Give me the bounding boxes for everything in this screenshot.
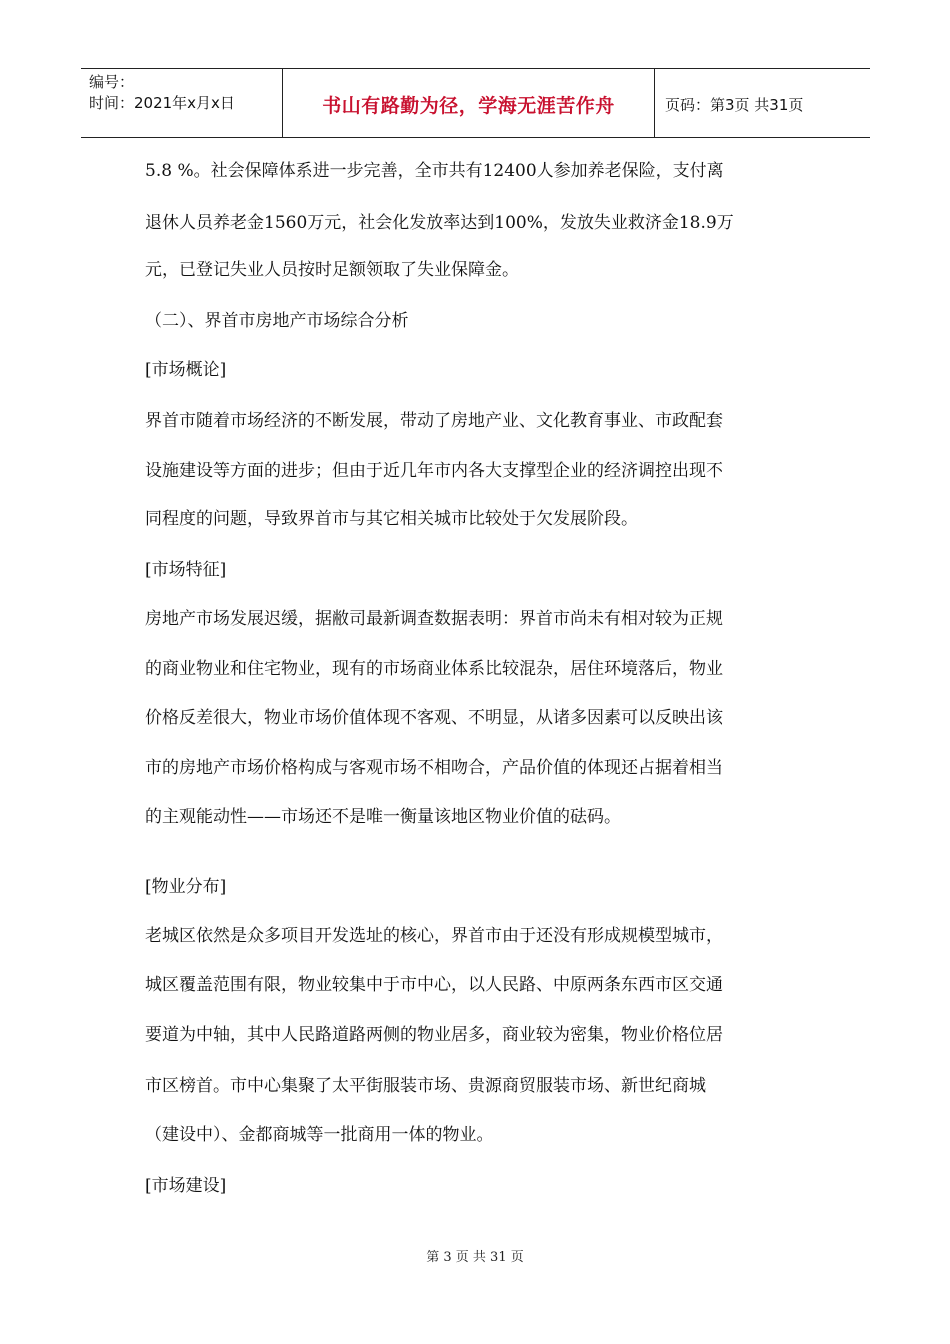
section-heading: （二）、界首市房地产市场综合分析 xyxy=(145,311,409,331)
document-time-label: 时间：2021年x月x日 xyxy=(89,94,235,112)
subsection-heading: [市场概论] xyxy=(145,360,227,380)
header-motto-cell xyxy=(283,69,655,137)
paragraph-line: 5.8 %。社会保障体系进一步完善，全市共有12400人参加养老保险，支付离 xyxy=(145,161,724,181)
paragraph-line: 市区榜首。市中心集聚了太平街服装市场、贵源商贸服装市场、新世纪商城 xyxy=(145,1076,706,1096)
subsection-heading: [市场特征] xyxy=(145,560,227,580)
subsection-heading: [物业分布] xyxy=(145,877,227,897)
paragraph-line: 的商业物业和住宅物业，现有的市场商业体系比较混杂，居住环境落后，物业 xyxy=(145,659,723,679)
page-footer: 第 3 页 共 31 页 xyxy=(426,1250,524,1265)
paragraph-line: 市的房地产市场价格构成与客观市场不相吻合，产品价值的体现还占据着相当 xyxy=(145,758,723,778)
header-page-label: 页码：第3页 共31页 xyxy=(665,96,804,114)
paragraph-line: 退休人员养老金1560万元，社会化发放率达到100%，发放失业救济金18.9万 xyxy=(145,213,734,233)
header-info-cell xyxy=(81,69,283,137)
paragraph-line: 的主观能动性——市场还不是唯一衡量该地区物业价值的砝码。 xyxy=(145,807,621,827)
header-motto: 书山有路勤为径，学海无涯苦作舟 xyxy=(322,95,615,117)
subsection-heading: [市场建设] xyxy=(145,1176,227,1196)
paragraph-line: （建设中）、金都商城等一批商用一体的物业。 xyxy=(145,1125,494,1145)
paragraph-line: 界首市随着市场经济的不断发展，带动了房地产业、文化教育事业、市政配套 xyxy=(145,411,723,431)
paragraph-line: 同程度的问题，导致界首市与其它相关城市比较处于欠发展阶段。 xyxy=(145,509,638,529)
paragraph-line: 老城区依然是众多项目开发选址的核心，界首市由于还没有形成规模型城市， xyxy=(145,926,723,946)
paragraph-line: 元，已登记失业人员按时足额领取了失业保障金。 xyxy=(145,260,519,280)
document-number-label: 编号： xyxy=(89,73,135,91)
paragraph-line: 房地产市场发展迟缓，据敝司最新调查数据表明：界首市尚未有相对较为正规 xyxy=(145,609,723,629)
paragraph-line: 价格反差很大，物业市场价值体现不客观、不明显，从诸多因素可以反映出该 xyxy=(145,708,723,728)
paragraph-line: 设施建设等方面的进步；但由于近几年市内各大支撑型企业的经济调控出现不 xyxy=(145,461,723,481)
document-header xyxy=(81,68,870,138)
paragraph-line: 城区覆盖范围有限，物业较集中于市中心，以人民路、中原两条东西市区交通 xyxy=(145,975,723,995)
header-page-cell xyxy=(655,69,870,137)
paragraph-line: 要道为中轴，其中人民路道路两侧的物业居多，商业较为密集，物业价格位居 xyxy=(145,1025,723,1045)
